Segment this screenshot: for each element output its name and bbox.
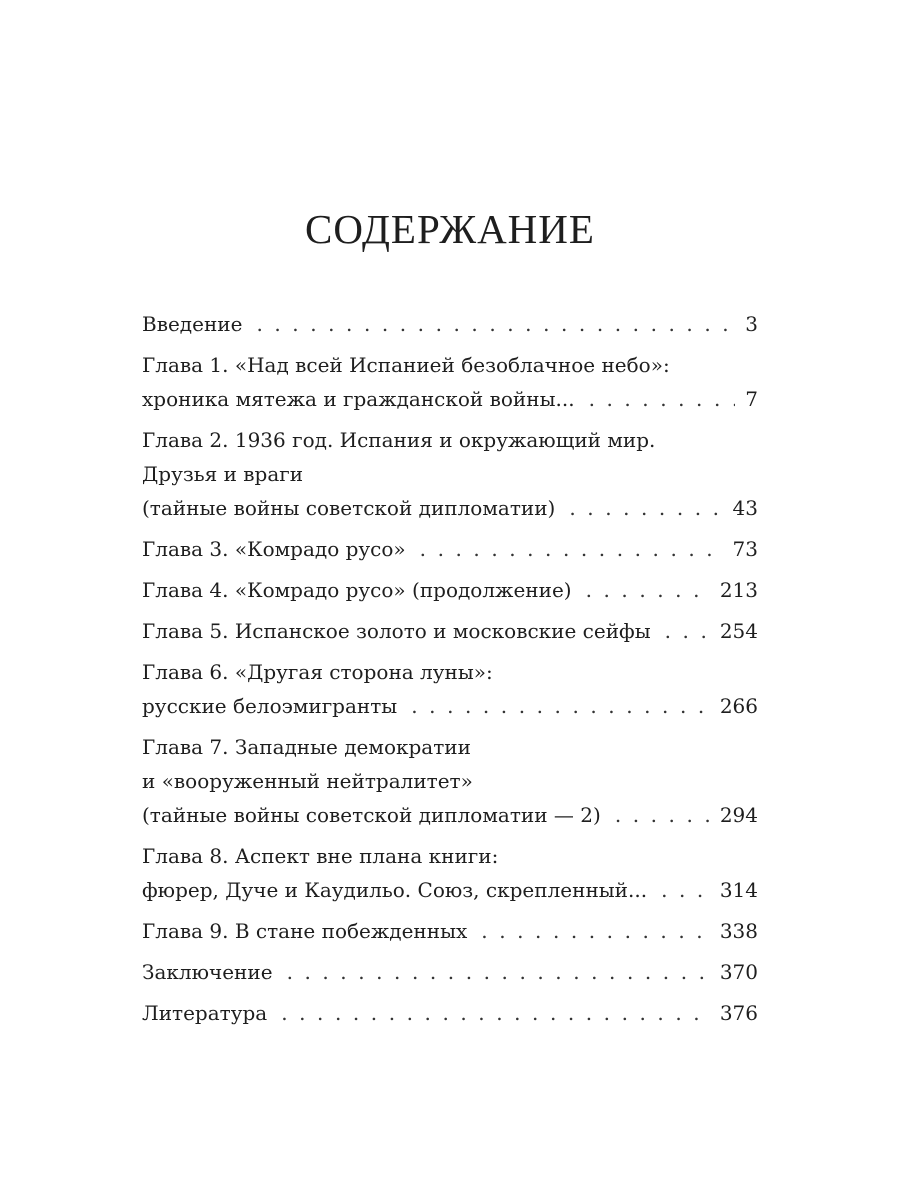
toc-page-number: 3 bbox=[745, 312, 758, 336]
dot-leader bbox=[569, 491, 722, 525]
toc-entry-title: Заключение bbox=[142, 960, 273, 984]
toc-page-number: 294 bbox=[719, 803, 758, 827]
toc-entry-title-line: фюрер, Дуче и Каудильо. Союз, скрепленный... bbox=[142, 878, 648, 902]
dot-leader bbox=[281, 996, 710, 1030]
toc-entry-title-line: Глава 7. Западные демократии bbox=[142, 735, 471, 759]
toc-entry-chapter-2 bbox=[142, 423, 758, 525]
toc-entry-title-line: Глава 6. «Другая сторона луны»: bbox=[142, 660, 493, 684]
dot-leader bbox=[665, 614, 710, 648]
toc-page-number: 213 bbox=[719, 578, 758, 602]
dot-leader bbox=[661, 873, 710, 907]
toc-entry-chapter-6 bbox=[142, 655, 758, 723]
dot-leader bbox=[615, 798, 710, 832]
toc-entry-title: Глава 9. В стане побежденных bbox=[142, 919, 468, 943]
toc-page-number: 376 bbox=[719, 1001, 758, 1025]
toc-entry-title: Литература bbox=[142, 1001, 268, 1025]
toc-entry-title: Введение bbox=[142, 312, 243, 336]
page-title: СОДЕРЖАНИЕ bbox=[305, 206, 595, 252]
toc-entry-title: Глава 5. Испанское золото и московские сейфы bbox=[142, 619, 651, 643]
dot-leader bbox=[586, 573, 710, 607]
toc-entry-title-line: Глава 8. Аспект вне плана книги: bbox=[142, 844, 499, 868]
toc-page-number: 43 bbox=[732, 496, 758, 520]
toc-page-number: 254 bbox=[719, 619, 758, 643]
toc-entry-chapter-5 bbox=[142, 614, 758, 648]
toc-entry-conclusion bbox=[142, 955, 758, 989]
dot-leader bbox=[411, 689, 710, 723]
toc-entry-title-line: Глава 1. «Над всей Испанией безоблачное небо»: bbox=[142, 353, 670, 377]
toc-entry-chapter-7 bbox=[142, 730, 758, 832]
toc-entry-title-line: (тайные войны советской дипломатии) bbox=[142, 496, 556, 520]
dot-leader bbox=[256, 307, 735, 341]
toc-entry-chapter-9 bbox=[142, 914, 758, 948]
toc-page-number: 266 bbox=[719, 694, 758, 718]
toc-entry-chapter-8 bbox=[142, 839, 758, 907]
dot-leader bbox=[420, 532, 723, 566]
toc-entry-title-line: (тайные войны советской дипломатии — 2) bbox=[142, 803, 601, 827]
toc-entry-title: Глава 3. «Комрадо русо» bbox=[142, 537, 406, 561]
dot-leader bbox=[589, 382, 736, 416]
dot-leader bbox=[481, 914, 710, 948]
toc-entry-introduction bbox=[142, 307, 758, 341]
toc-entry-title-line: Глава 2. 1936 год. Испания и окружающий мир. bbox=[142, 428, 656, 452]
dot-leader bbox=[287, 955, 710, 989]
table-of-contents bbox=[142, 307, 758, 1037]
toc-entry-chapter-1 bbox=[142, 348, 758, 416]
toc-page-number: 314 bbox=[719, 878, 758, 902]
toc-entry-title-line: русские белоэмигранты bbox=[142, 694, 398, 718]
toc-page-number: 370 bbox=[719, 960, 758, 984]
toc-entry-chapter-3 bbox=[142, 532, 758, 566]
toc-entry-title-line: Друзья и враги bbox=[142, 462, 304, 486]
toc-entry-chapter-4 bbox=[142, 573, 758, 607]
toc-page-number: 338 bbox=[719, 919, 758, 943]
toc-page-number: 7 bbox=[745, 387, 758, 411]
toc-page-number: 73 bbox=[732, 537, 758, 561]
toc-entry-literature bbox=[142, 996, 758, 1030]
toc-entry-title: Глава 4. «Комрадо русо» (продолжение) bbox=[142, 578, 572, 602]
toc-entry-title-line: и «вооруженный нейтралитет» bbox=[142, 769, 473, 793]
toc-entry-title-line: хроника мятежа и гражданской войны... bbox=[142, 387, 575, 411]
